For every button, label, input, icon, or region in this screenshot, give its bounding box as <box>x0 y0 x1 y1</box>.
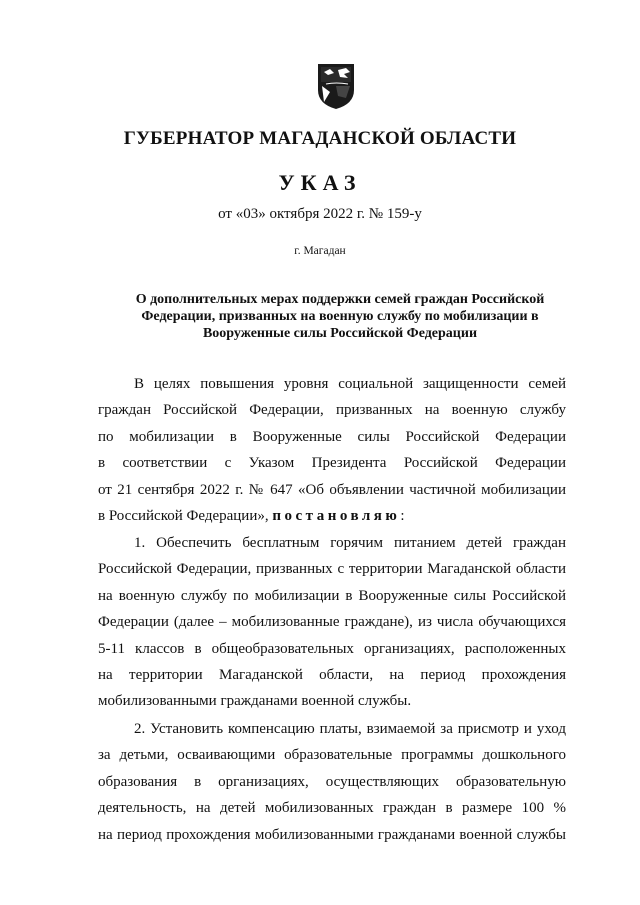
text-line: В целях повышения уровня социальной защищенности семей <box>134 376 566 392</box>
issuing-authority: ГУБЕРНАТОР МАГАДАНСКОЙ ОБЛАСТИ <box>123 128 517 149</box>
text-line: Федерации (далее – мобилизованные граждане), из числа обучающихся <box>98 614 566 631</box>
text-line: по мобилизации в Вооруженные силы Российской Федерации <box>98 428 566 445</box>
text-line: 2. Установить компенсацию платы, взимаемой за присмотр и уход <box>134 721 566 737</box>
document-place: г. Магадан <box>294 245 346 257</box>
item-1-paragraph <box>98 530 566 715</box>
text-line: на период прохождения мобилизованными гражданами военной службы <box>98 826 566 843</box>
text-line: мобилизованными гражданами военной службы. <box>98 693 412 710</box>
text-fragment: в Российской Федерации», <box>98 507 269 524</box>
document-date-number: от «03» октября 2022 г. № 159-у <box>218 206 422 222</box>
text-line: на территории Магаданской области, на период прохождения <box>98 666 566 683</box>
title-line: Вооруженные силы Российской Федерации <box>202 326 478 341</box>
text-line: граждан Российской Федерации, призванных на военную службу <box>98 402 566 419</box>
document-type: УКАЗ <box>278 170 362 195</box>
document-title <box>100 291 580 342</box>
text-line: образования в организациях, осуществляющих образовательную <box>98 773 566 790</box>
title-line: О дополнительных мерах поддержки семей граждан Российской <box>135 292 545 307</box>
text-line: Российской Федерации, призванных с территории Магаданской области <box>98 561 566 578</box>
item-2-paragraph <box>98 716 566 848</box>
text-line: от 21 сентября 2022 г. № 647 «Об объявлении частичной мобилизации <box>98 481 566 498</box>
text-line: на военную службу по мобилизации в Вооруженные силы Российской <box>98 587 566 604</box>
text-line: за детьми, осваивающими образовательные программы дошкольного <box>98 747 566 764</box>
text-line: 1. Обеспечить бесплатным горячим питанием детей граждан <box>134 535 566 551</box>
text-line: деятельность, на детей мобилизованных граждан в размере 100 % <box>98 800 566 817</box>
preamble-paragraph <box>98 371 566 529</box>
text-line: 5-11 классов в общеобразовательных организациях, расположенных <box>98 640 566 657</box>
decree-colon: : <box>400 507 405 524</box>
title-line: Федерации, призванных на военную службу по мобилизации в <box>141 309 539 324</box>
text-line-final <box>98 503 566 529</box>
decree-word: постановляю <box>272 507 401 524</box>
coat-of-arms-icon <box>316 62 356 110</box>
text-line: в соответствии с Указом Президента Российской Федерации <box>98 455 566 472</box>
